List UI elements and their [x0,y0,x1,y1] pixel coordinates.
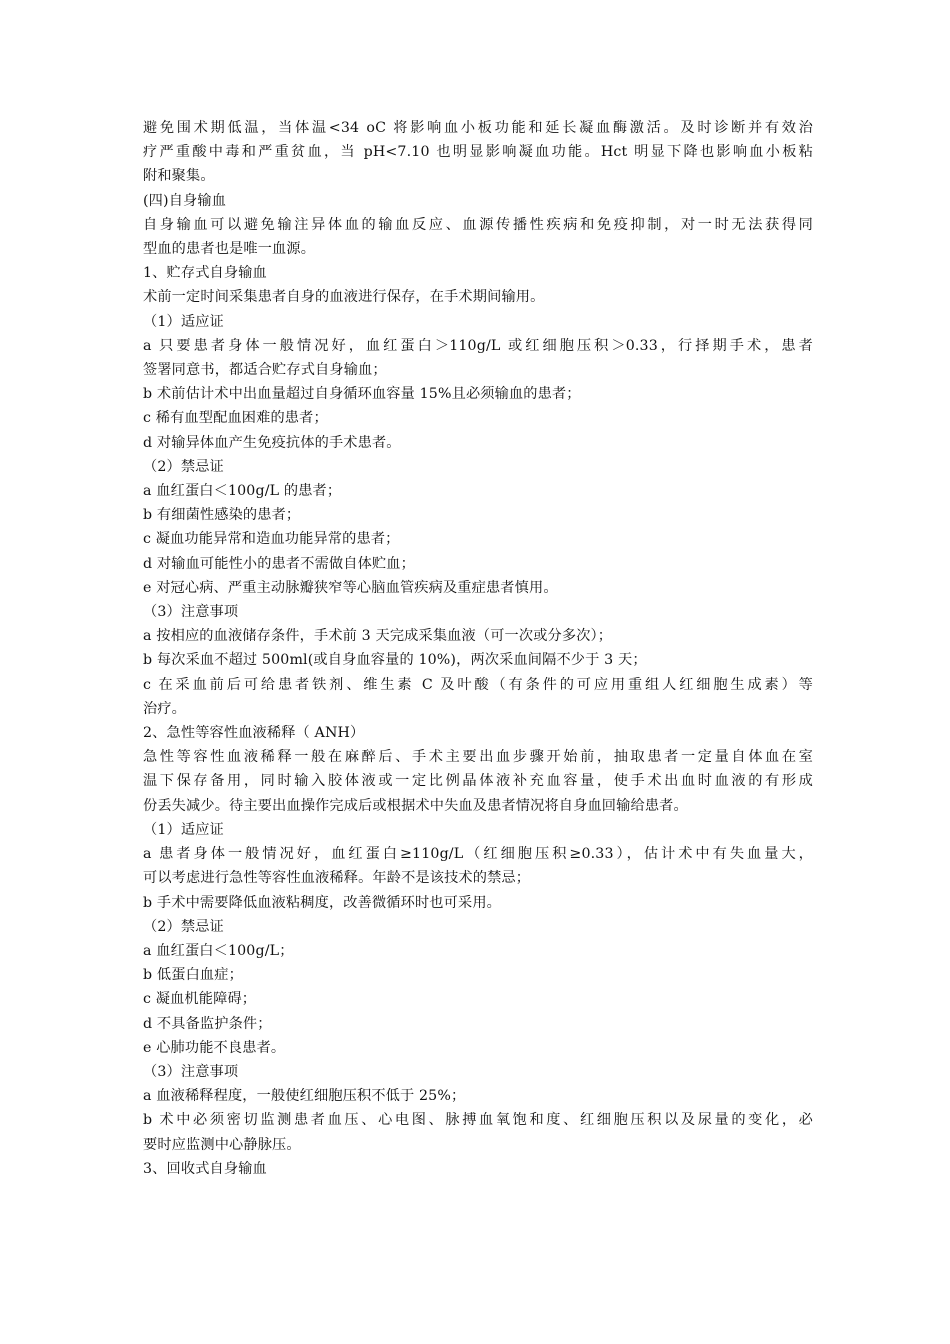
text-line: 疗严重酸中毒和严重贫血，当 pH<7.10 也明显影响凝血功能。Hct 明显下降也影响血小板粘 [143,144,813,161]
text-line: c 凝血功能异常和造血功能异常的患者； [143,531,400,548]
text-line: a 血红蛋白＜100g/L； [143,942,294,959]
text-line: （3）注意事项 [143,604,239,621]
text-line: 治疗。 [143,700,187,717]
text-line: 温下保存备用，同时输入胶体液或一定比例晶体液补充血容量，使手术出血时血液的有形成 [143,773,813,790]
text-line: 术前一定时间采集患者自身的血液进行保存，在手术期间输用。 [143,289,545,306]
text-line: a 患者身体一般情况好，血红蛋白≥110g/L（红细胞压积≥0.33），估计术中有失血量大， [143,846,813,863]
text-line: b 手术中需要降低血液粘稠度，改善微循环时也可采用。 [143,894,501,911]
document-body [143,116,813,1181]
text-line: 可以考虑进行急性等容性血液稀释。年龄不是该技术的禁忌； [143,870,531,887]
text-line: 型血的患者也是唯一血源。 [143,241,316,258]
text-line: c 稀有血型配血困难的患者； [143,410,328,427]
document-page [143,116,813,1181]
text-line: a 只要患者身体一般情况好，血红蛋白＞110g/L 或红细胞压积＞0.33，行择期手术，患者 [143,337,813,354]
text-line: 要时应监测中心静脉压。 [143,1136,301,1153]
text-line: 2、急性等容性血液稀释（ ANH） [143,725,365,742]
text-line: b 每次采血不超过 500ml(或自身血容量的 10%)，两次采血间隔不少于 3 天； [143,652,647,669]
text-line: （2）禁忌证 [143,458,224,475]
text-line: b 术中必须密切监测患者血压、心电图、脉搏血氧饱和度、红细胞压积以及尿量的变化，必 [143,1112,813,1129]
text-line: e 对冠心病、严重主动脉瓣狭窄等心脑血管疾病及重症患者慎用。 [143,579,558,596]
text-line: 自身输血可以避免输注异体血的输血反应、血源传播性疾病和免疫抑制，对一时无法获得同 [143,216,813,233]
text-line: （2）禁忌证 [143,918,224,935]
text-line: 附和聚集。 [143,168,215,185]
text-line: （1）适应证 [143,313,224,330]
text-line: c 在采血前后可给患者铁剂、维生素 C 及叶酸（有条件的可应用重组人红细胞生成素）等 [143,676,813,693]
text-line: b 术前估计术中出血量超过自身循环血容量 15%且必须输血的患者； [143,386,581,403]
text-line: d 对输血可能性小的患者不需做自体贮血； [143,555,415,572]
text-line: 1、贮存式自身输血 [143,265,267,282]
text-line: 避免围术期低温，当体温<34 oC 将影响血小板功能和延长凝血酶激活。及时诊断并有效治 [143,120,813,136]
text-line: a 血红蛋白＜100g/L 的患者； [143,483,342,500]
text-line: 急性等容性血液稀释一般在麻醉后、手术主要出血步骤开始前，抽取患者一定量自体血在室 [143,749,813,766]
text-line: e 心肺功能不良患者。 [143,1039,286,1056]
text-line: 3、回收式自身输血 [143,1160,267,1177]
text-line: 份丢失减少。待主要出血操作完成后或根据术中失血及患者情况将自身血回输给患者。 [143,797,688,814]
text-line: （1）适应证 [143,821,224,838]
text-line: a 血液稀释程度，一般使红细胞压积不低于 25%； [143,1088,466,1105]
text-line: d 对输异体血产生免疫抗体的手术患者。 [143,434,401,451]
text-line: b 低蛋白血症； [143,967,243,984]
text-line: (四)自身输血 [143,192,227,209]
text-line: c 凝血机能障碍； [143,991,257,1008]
text-line: 签署同意书，都适合贮存式自身输血； [143,362,387,379]
text-line: （3）注意事项 [143,1063,239,1080]
text-line: a 按相应的血液储存条件，手术前 3 天完成采集血液（可一次或分多次）； [143,628,613,645]
text-line: b 有细菌性感染的患者； [143,507,301,524]
text-line: d 不具备监护条件； [143,1015,272,1032]
